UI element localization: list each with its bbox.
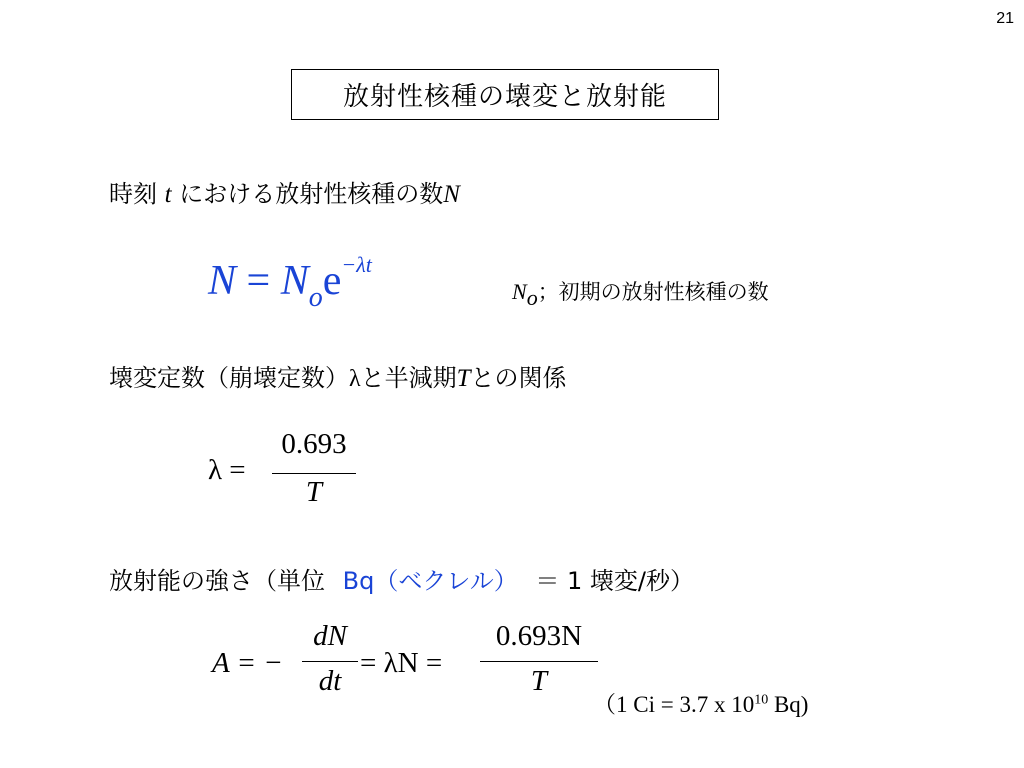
unit-bq: Bq（ベクレル） (342, 567, 518, 595)
variable-N: N (443, 181, 460, 208)
curie-text-before: （1 Ci = 3.7 x 10 (593, 692, 755, 717)
line2-T: T (456, 365, 471, 392)
decay-eq-e: e (322, 258, 342, 304)
line1-prefix: 時刻 (109, 180, 157, 208)
line2-suffix: との関係 (470, 364, 567, 392)
decay-constant-heading (109, 358, 567, 393)
dn-dt-bar (302, 661, 358, 662)
decay-eq-N0: N (280, 258, 309, 304)
activity-fraction-denominator: T (530, 665, 548, 697)
note-N: N (512, 279, 527, 304)
line2-middle: と半減期 (360, 364, 457, 392)
curie-text-after: Bq) (768, 692, 809, 717)
activity-eq-A-lhs: A = − (212, 647, 283, 679)
curie-conversion-note (593, 686, 808, 719)
decay-eq-exponent: −λt (341, 252, 372, 277)
line2-lambda: λ (349, 366, 361, 392)
slide-title-text: 放射性核種の壊変と放射能 (342, 82, 667, 112)
note-text: ；初期の放射性核種の数 (537, 280, 769, 304)
dn-dt-denominator: dt (318, 665, 342, 697)
decay-eq-N: N (208, 258, 237, 304)
curie-exponent: 10 (754, 692, 769, 708)
line3-prefix: 放射能の強さ（単位 (109, 567, 325, 595)
activity-fraction-bar (480, 661, 598, 662)
lambda-eq-lhs: λ = (208, 454, 246, 486)
number-of-nuclides-heading (109, 174, 460, 209)
line3-suffix: ＝ 1 壊変/秒） (535, 567, 695, 595)
lambda-fraction-denominator: T (305, 476, 323, 508)
note-sub-o: o (526, 285, 538, 310)
activity-eq-mid: = λN = (360, 647, 443, 679)
activity-heading (109, 561, 694, 596)
dn-dt-numerator: dN (313, 620, 347, 652)
decay-equation (208, 252, 372, 313)
lambda-fraction-bar (272, 473, 356, 474)
slide-title (291, 69, 719, 120)
lambda-fraction (270, 428, 358, 518)
dn-dt-fraction (300, 620, 360, 710)
activity-eq-lhs (212, 647, 283, 680)
initial-count-note (512, 276, 769, 310)
page-number: 21 (996, 10, 1014, 27)
variable-t: t (164, 181, 172, 208)
activity-fraction-numerator: 0.693N (495, 620, 583, 652)
decay-eq-equals: = (236, 258, 281, 304)
line1-middle: における放射性核種の数 (179, 180, 444, 208)
decay-eq-sub-o: o (308, 282, 323, 313)
line2-prefix: 壊変定数（崩壊定数） (109, 364, 349, 392)
lambda-fraction-numerator: 0.693 (281, 428, 347, 460)
activity-fraction (478, 620, 600, 710)
